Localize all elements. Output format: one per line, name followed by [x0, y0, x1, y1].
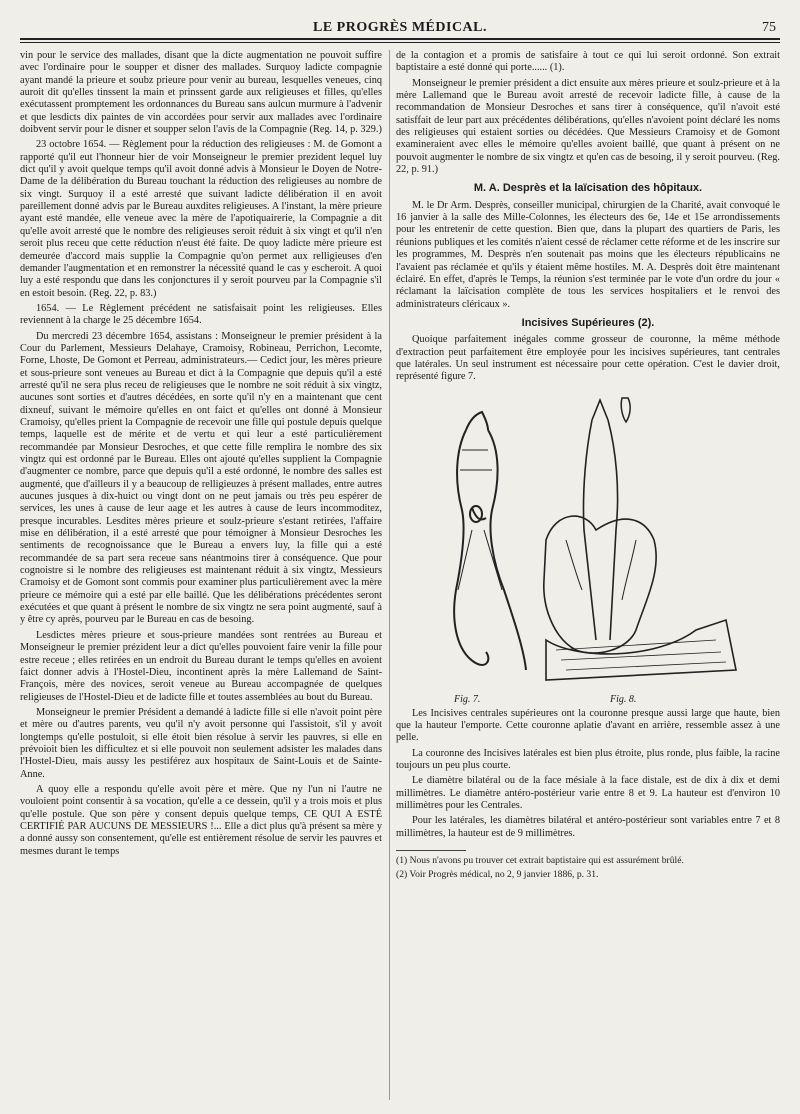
figures	[396, 390, 780, 690]
paragraph: Monseigneur le premier président a dict ensuite aux mères prieure et soulz-prieure et à la mère Lallemand que le Bureau avoit arresté de recevoir ladicte fille, à cause de la recommandation de Monsieur Desroches et sans tirer à conséquence, qu'il n'avoit esté satisffait de leur part aux précédentes délibérations, qu'elles n'avoient point déclaré les noms des religieuses qui estaient sorties ou décédées. Que Messieurs Cramoisy et de Gomont examineraient avec elles le mémoire qu'elles avoient baillé, que quant à présent on ne pouvoit augmenter le nombre de six vingtz et qu'en cas de besoing, il y seroit pourveu. (Reg. 22, p. 91.)	[396, 77, 780, 176]
page-header	[20, 20, 780, 38]
tooth-illustration	[621, 398, 630, 422]
page-number: 75	[762, 20, 776, 35]
fig8-caption: Fig. 8.	[610, 693, 637, 705]
paragraph: A quoy elle a respondu qu'elle avoit père et mère. Que ny l'un ni l'autre ne vouloient point consentir à sa vocation, qu'elle a ce dessein, qu'il y a trois mois et plus qu'elle postule. Que son père y consent depuis quelque temps, CE QUI A ESTÉ CERTIFIÉ PAR AUCUNS DE MESSIEURS !... Elle a dict plus qu'à présent sa mère y a donné aussy son consentement, qu'elle est entièrement résolue de servir les pauvres et mesmes durant le temps	[20, 783, 382, 857]
column-divider	[389, 50, 390, 1100]
footnote-rule	[396, 850, 466, 851]
paragraph: Du mercredi 23 décembre 1654, assistans : Monseigneur le premier président à la Cour du Parlement, Messieurs Delahaye, Cramoisy, Robineau, Perrichon, Lecomte, Forne, Lhoste, De Gomont et Perreau, administrateurs.— Cedict jour, les mères prieure et sous-prieure sont veneues au Bureau et dict à la Compagnie que depuis qu'il a esté arresté qu'il ne sera plus receu de religieuses que le nombre ne soit réduit à six vingtz, aucunes sont sorties et d'autres décédées, en sorte qu'il n'y en a maintenant que cent dixneuf, suivant le mémoire qu'elles en ont faict et qu'elles ont donné à Monsieur Cramoisy, qu'elles prient la Compagnie de recevoir une fille qui postule depuis quelque temps, laquelle est de mérite et de vertu et qui leur a esté particulièrement recommandée par Monsieur Desroches, et que cette fille remplira le nombre des six vingtz qui est ordonné par le Bureau. Elles ont ajouté qu'elles supplient la Compagnie d'augmenter ce nombre, parce que depuis qu'il a esté ordonné, le nombre des salles est augmenté, que d'ailleurs il y a beaucoup de relligieuzes à présent mallades, entre autres aucunes jusques à dix-huict ou vingt dont on ne peut jamais ou très peu espérer de services, les unes à cause de leur aage et les autres à cause de leurs incommoditez, presque incurables. Lesdites mères prieure et soulz-prieure s'estant retirées, l'affaire mise en délibération, il a esté arresté que pour témoigner à Monsieur Desroches les sentiments de recognoissance que le Bureau a envers luy, la fille qui a esté recommandée de sa part sera receue sans néantmoins tirer à conséquence. Que pour cognoistre si le nombre des religieuses est maintenant réduit à six vingtz, Messieurs Cramoisy et de Gomont sont commis pour examiner plus particulièrement avec la mère prieure ce mémoire qui a esté par elle baillé. Que les délibérations précédentes seront exécutées et que quant à présent le nombre de six vingtz ne sera point augmenté, sauf à y être cy après, pourveu par le Bureau en cas de besoing.	[20, 330, 382, 626]
paragraph: La couronne des Incisives latérales est bien plus étroite, plus ronde, plus faible, la racine toujours un peu plus courte.	[396, 747, 780, 771]
header-rule-thin	[20, 42, 780, 43]
paragraph: vin pour le service des mallades, disant que la dicte augmentation ne pouvoit suffire avec l'ordinaire pour le soupper et disner des mallades. Surquoy ladicte compagnie ayant mandé la prieure et soubz prieure pour venir au bureau, lesquelles veneues, cinq auroit dit qu'elles tinssent la main et prinssent garde aux religieuses et filles, qu'elles exécutassent promptement les ordonnances du Bureau sans aulcun murmure à l'advenir et que lesdicts dix paintes de vin accordées pour servir aux mallades avec l'ordinaire doibvent servir pour le disner et soupper selon l'avis de la Compagnie (Reg. 14, p. 329.)	[20, 50, 382, 136]
hand-with-forceps-illustration	[544, 400, 736, 680]
paragraph: 23 octobre 1654. — Règlement pour la réduction des religieuses : M. de Gomont a rapporté qu'il eut l'honneur hier de voir Monseigneur le premier prezident lequel luy dict qu'il y avoit quelque temps qu'il avoit donné advis à Monsieur le Doyen de Notre-Dame de la délibération du Bureau touchant la réduction des religieuses au nombre de six vingt. Surquoy il a esté arresté que suivant ladicte délibération il en avoit pareillement donné advis par le Bureau auxdites religieuses. A l'instant, la mère prieure ayant esté mandée, elle veneue avec la mère de l'apotiquairerie, la Compagnie a dit qu'elle avoit arresté que le nombre des religieuses seroit réduit à six vingt et qu'il n'en seroit plus receu que cette réduction n'eust été faite. De quoy ladicte mère prieure est demeurée d'accord mais supplie la Compagnie qu'on permet aux relligieuses d'en demander l'augmentation et en remonstrer la nécessité quand le cas y escheroit. A quoi luy a esté respondu que dans les conjonctures il y seroit pourveu par la Compagnie s'il en estoit besoin. (Reg. 22, p. 83.)	[20, 139, 382, 299]
paragraph: Les Incisives centrales supérieures ont la couronne presque aussi large que haute, bien que la hauteur l'emporte. Cette couronne aplatie d'avant en arrière, ressemble assez à une pelle.	[396, 707, 780, 744]
paragraph: Quoique parfaitement inégales comme grosseur de couronne, la même méthode d'extraction peut parfaitement être employée pour les incisives supérieures, tant centrales que latérales. Un seul instrument est nécessaire pour cette opération. C'est le davier droit, représenté figure 7.	[396, 334, 780, 383]
figure-captions	[396, 694, 780, 708]
paragraph: de la contagion et a promis de satisfaire à tout ce qui lui seroit ordonné. Son extrait baptistaire a esté donné qui porte...... (1).	[396, 50, 780, 74]
right-column	[396, 50, 780, 1102]
left-column	[20, 50, 382, 1102]
running-title: LE PROGRÈS MÉDICAL.	[312, 20, 488, 35]
paragraph: Lesdictes mères prieure et sous-prieure mandées sont rentrées au Bureau et Monseigneur le premier prézident leur a dict qu'elles pouvoient faire venir la fille pour estre receue ; elles retirées en un endroit du Bureau durant le temps qu'elles en avoient faict donner advis à l'Hostel-Dieu, incontinent après la mère Lallemand de Saint-François, mère des novices, seroit veneue au Bureau accompagnée de quelques religieuses de l'Hostel-Dieu et de ladicte fille et toutes assemblées au bout du Bureau.	[20, 629, 382, 703]
header-rule	[20, 38, 780, 40]
footnote: (2) Voir Progrès médical, no 2, 9 janvier 1886, p. 31.	[396, 868, 599, 880]
footnote: (1) Nous n'avons pu trouver cet extrait baptistaire qui est assurément brûlé.	[396, 855, 684, 867]
paragraph: Le diamètre bilatéral ou de la face mésiale à la face distale, est de dix à dix et demi millimètres. Le diamètre antéro-postérieur varie entre 8 et 9. La hauteur est d'environ 10 millimètres pour les Centrales.	[396, 775, 780, 811]
fig7-caption: Fig. 7.	[454, 693, 481, 705]
paragraph: M. le Dr Arm. Desprès, conseiller municipal, chirurgien de la Charité, avait convoqué le 16 janvier à la salle des Mille-Colonnes, les électeurs des 6e, 14e et 15e arrondissements pour les entretenir de cette question. Bien que, dans la plupart des quartiers de Paris, les réunions publiques et les comités n'aient cessé de réclamer cette réforme et de les inscrire sur les programmes, M. Desprès n'en soutenait pas moins que les électeurs républicains ne l'avaient pas réclamée et qu'ils y étaient même hostiles. M. A. Desprès doit être maintenant éclairé. En effet, d'après le Temps, la réunion s'est terminée par le vote d'un ordre du jour « réclamant la laïcisation complète de tous les services hospitaliers et le renvoi des administrateurs cléricaux ».	[396, 199, 780, 310]
paragraph: 1654. — Le Règlement précédent ne satisfaisait point les religieuses. Elles reviennent à la charge le 25 décembre 1654.	[20, 302, 382, 327]
section-title: Incisives Supérieures (2).	[521, 316, 655, 329]
paragraph: Monseigneur le premier Président a demandé à ladicte fille si elle n'avoit point père et mère ou d'autres parents, veu qu'il n'y avoit personne qui l'assistoit, s'il y avoit longtemps qu'elle postuloit, si elle étoit bien résolue à servir les pauvres, si elle en prévoioit bien les difficultez et si elle pouvoit non seulement adsister les malades dans l'Hostel-Dieu, mais aussy les pestiférez aux hospitaux de Saint-Louis et de Sainte-Anne.	[20, 706, 382, 780]
paragraph: Pour les latérales, les diamètres bilatéral et antéro-postérieur sont variables entre 7 et 8 millimètres, la hauteur est de 9 millimètres.	[396, 815, 780, 839]
forceps-illustration	[454, 412, 526, 670]
section-title: M. A. Desprès et la laïcisation des hôpitaux.	[473, 182, 703, 195]
